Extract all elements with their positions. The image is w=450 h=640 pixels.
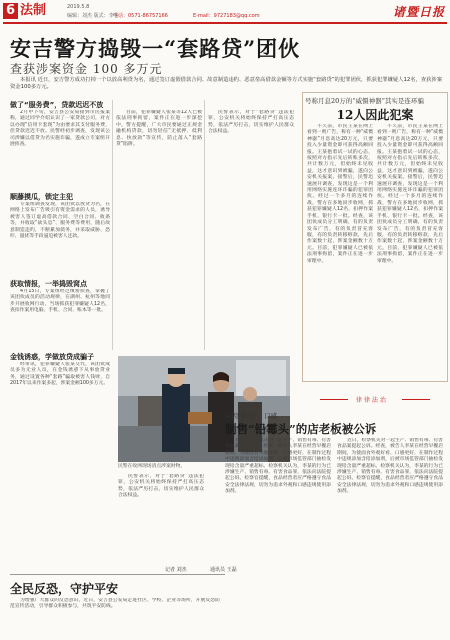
masthead-logo: 诸暨日报 <box>392 5 445 19</box>
byline: 记者 刘杰 <box>165 567 187 573</box>
header-divider <box>3 22 447 24</box>
section-heading-3: 获取情报，一举捣毁窝点 <box>10 280 87 288</box>
email-address: E-mail：9727183@qq.com <box>193 13 260 19</box>
photo-caption: 民警在收网现场清点涉案财物。 <box>118 464 186 469</box>
lead-headline: 安吉警方捣毁一“套路贷”团伙 <box>10 36 301 61</box>
bottom-story-body-1: 近日，检察机关对一起生产、销售有毒、有害食品案提起公诉。经查，被告人李某在经营早餐店期间，为使面食外观好看、口感更好，在制作过程中违规添加含铅添加剂，后被市场监管部门抽检发现铅含量严重超标。检察机关认为，李某的行为已涉嫌生产、销售有毒、有害食品罪，依法向法院提起公诉。检察官提醒，食品经营者应严格遵守食品安全法律法规，切勿为追求外观和口感违规使用添加剂。 <box>225 438 331 495</box>
section-heading-1: 做了“服务费”，贷款迟迟不放 <box>10 101 104 109</box>
right-story-kicker: 号称月息20万的“威慑神器”其实是连环骗 <box>305 97 424 105</box>
lead-subheadline: 查获涉案资金 100 多万元 <box>10 62 163 76</box>
bottom-left-body: 为增强广大群众的反恐意识，近日，安吉县公安局走进社区、学校、企业等场所，开展反恐防范宣传活动，引导群众积极参与，共筑平安防线。 <box>10 598 220 610</box>
section-tag-label: 律律法治 <box>356 397 389 404</box>
section-heading-4: 金钱诱惑，学做放贷成骗子 <box>10 353 94 361</box>
lead-intro: 本报讯 近日，安吉警方成功打掉一个以放高利贷为名，通过签订虚假借款合同、故意制造违约、恶意垒高借款金额等方式实施“套路贷”的犯罪团伙，抓获犯罪嫌疑人12名，查获涉案资金100多万元。 <box>10 77 442 90</box>
section-body-1: 2月中下旬，安吉县公安局接到市民报案称，通过同学介绍认识了一家贷款公司，对方以办理“信用卡套现”为由要求其支付服务费，但贷款迟迟不放。民警经初步调查，发现该公司涉嫌以借贷为名实施诈骗，遂成立专案组开展侦查。 <box>10 110 110 148</box>
editor-line: 编辑：刘杰 版式：李华 <box>67 13 119 19</box>
right-story-body-1: 不久前，市民王某在网上看到一则广告，称有一种“威慑神器”月息高达20万元，只要投入少量资金即可获得高额回报。王某抱着试一试的心态，按照对方指示先后转账多次，共计数万元，但始终未见收益，这才意识到被骗，遂向公安机关报案。接警后，民警迅速展开调查，发现这是一个利用网络实施连环诈骗的犯罪团伙。经过一个多月的连续作战，警方在多地同步收网，抓获犯罪嫌疑人12名，扣押作案手机、银行卡一批。经查，该团伙成员分工明确，有的负责发布广告，有的负责冒充客服，有的负责转移赃款，先后作案数十起，涉案金额数十万元。目前，犯罪嫌疑人已被依法刑事拘留，案件正在进一步审理中。 <box>307 124 373 264</box>
issue-date: 2019.5.8 <box>67 4 90 10</box>
page-number: 6 <box>3 3 18 19</box>
body-column-3: 民警表示，对于“套路贷”违法犯罪，公安机关将始终保持严打高压态势，依法严厉打击，切实维护人民群众合法权益。 <box>208 110 294 135</box>
byline: 通讯员 王磊 <box>210 567 237 573</box>
column-divider <box>204 100 205 350</box>
bottom-left-title: 全民反恐，守护平安 <box>10 582 119 596</box>
phone-number: 电话：0571-86757166 <box>113 13 168 19</box>
bottom-story-kicker: 只因“颜值”、口感 <box>225 412 278 420</box>
right-story-body-2: 不久前，市民王某在网上看到一则广告，称有一种“威慑神器”月息高达20万元，只要投入少量资金即可获得高额回报。王某抱着试一试的心态，按照对方指示先后转账多次，共计数万元，但始终未见收益，这才意识到被骗，遂向公安机关报案。接警后，民警迅速展开调查，发现这是一个利用网络实施连环诈骗的犯罪团伙。经过一个多月的连续作战，警方在多地同步收网，抓获犯罪嫌疑人12名，扣押作案手机、银行卡一批。经查，该团伙成员分工明确，有的负责发布广告，有的负责冒充客服，有的负责转移赃款，先后作案数十起，涉案金额数十万元。目前，犯罪嫌疑人已被依法刑事拘留，案件正在进一步审理中。 <box>377 124 443 264</box>
section-body-4: 经审讯，犯罪嫌疑人张某交代，该团伙成员多为无业人员，在金钱诱惑下从事放贷业务，通过设置各种“套路”骗取被害人钱财，自2017年以来作案多起，涉案金额100多万元。 <box>10 362 110 387</box>
column-divider <box>112 100 113 350</box>
body-column-2-lower: 民警表示，对于“套路贷”违法犯罪，公安机关将始终保持严打高压态势，依法严厉打击，切实维护人民群众合法权益。 <box>118 474 204 499</box>
tag-rule-left <box>320 399 348 400</box>
section-name: 法制 <box>20 3 47 18</box>
tag-rule-right <box>402 399 430 400</box>
section-body-3: 4月15日，专案组经过缜密侦查，掌握了该团伙成员的活动规律，在湖州、杭州等地同步开展收网行动，当场抓获犯罪嫌疑人12名，查扣作案用电脑、手机、合同、账本等一批。 <box>10 289 110 314</box>
bottom-story-body-2: 近日，检察机关对一起生产、销售有毒、有害食品案提起公诉。经查，被告人李某在经营早餐店期间，为使面食外观好看、口感更好，在制作过程中违规添加含铅添加剂，后被市场监管部门抽检发现铅含量严重超标。检察机关认为，李某的行为已涉嫌生产、销售有毒、有害食品罪，依法向法院提起公诉。检察官提醒，食品经营者应严格遵守食品安全法律法规，切勿为追求外观和口感违规使用添加剂。 <box>337 438 443 495</box>
body-column-2: 目前，犯罪嫌疑人张某等12人已被依法刑事拘留，案件正在进一步深挖中。警方提醒，广大市民要通过正规金融机构贷款，切勿轻信“无抵押、低利息、快放款”等宣传，防止落入“套路贷”陷阱。 <box>116 110 202 148</box>
bottom-left-divider <box>10 574 225 575</box>
section-heading-2: 顺藤摸瓜，锁定主犯 <box>10 193 73 201</box>
bottom-story-title: 制售“铅霉头”的店老板被公诉 <box>225 422 377 436</box>
section-body-2: 专案组调查发现，该团伙以放贷为名，在网络上发布广告吸引有资金需求的人员，诱导被害人签订虚高借款合同、空白合同、收条等，并收取“砍头息”、服务费等费用，随后故意制造违约，不断累加债务，并采取威胁、恐吓、滋扰等手段逼迫被害人还款。 <box>10 202 110 240</box>
section-tag <box>320 395 430 404</box>
right-story-title: 12人因此犯案 <box>336 108 414 122</box>
